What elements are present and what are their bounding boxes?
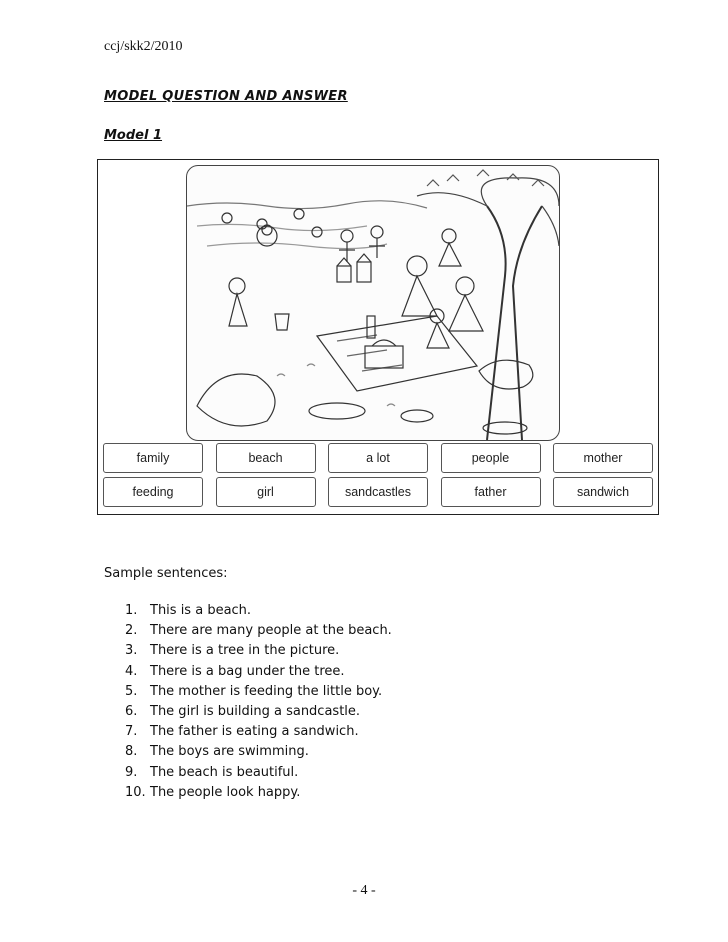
sample-sentence-list xyxy=(125,601,392,803)
sentence-text: There is a tree in the picture. xyxy=(150,643,340,659)
sentence-item xyxy=(125,722,392,742)
picture-figure xyxy=(97,159,659,515)
word-box: father xyxy=(441,477,541,507)
sample-sentences-label: Sample sentences: xyxy=(104,566,228,581)
sentence-number: 2. xyxy=(125,623,138,639)
sentence-item xyxy=(125,641,392,661)
sentence-number: 6. xyxy=(125,703,138,719)
word-box: sandwich xyxy=(553,477,653,507)
word-bank xyxy=(103,443,653,511)
word-box: girl xyxy=(216,477,316,507)
beach-picnic-illustration xyxy=(186,165,560,441)
word-box: people xyxy=(441,443,541,473)
word-box: family xyxy=(103,443,203,473)
sentence-number: 3. xyxy=(125,643,138,659)
sentence-text: There is a bag under the tree. xyxy=(150,663,345,679)
page-title: MODEL QUESTION AND ANSWER xyxy=(104,89,348,104)
document-code: ccj/skk2/2010 xyxy=(104,39,183,54)
sentence-text: The father is eating a sandwich. xyxy=(150,724,359,740)
word-box: mother xyxy=(553,443,653,473)
sentence-item xyxy=(125,601,392,621)
sentence-item xyxy=(125,621,392,641)
sentence-number: 1. xyxy=(125,603,138,618)
sentence-number: 8. xyxy=(125,744,138,760)
sentence-item xyxy=(125,682,392,702)
sentence-number: 7. xyxy=(125,724,138,740)
sentence-text: The beach is beautiful. xyxy=(150,764,299,780)
word-box: a lot xyxy=(328,443,428,473)
page-number: - 4 - xyxy=(352,883,376,898)
sentence-text: There are many people at the beach. xyxy=(150,623,392,639)
sentence-text: The girl is building a sandcastle. xyxy=(150,703,361,719)
word-box: beach xyxy=(216,443,316,473)
sentence-item xyxy=(125,662,392,682)
sentence-text: The mother is feeding the little boy. xyxy=(150,683,383,699)
sentence-number: 4. xyxy=(125,663,138,679)
word-box: feeding xyxy=(103,477,203,507)
sentence-number: 9. xyxy=(125,764,138,780)
sentence-number: 5. xyxy=(125,683,138,699)
sentence-number: 10. xyxy=(125,784,146,800)
model-subtitle: Model 1 xyxy=(104,128,163,143)
word-box: sandcastles xyxy=(328,477,428,507)
sentence-item xyxy=(125,742,392,762)
sentence-text: The boys are swimming. xyxy=(150,744,309,760)
sentence-text: The people look happy. xyxy=(150,784,301,800)
word-row xyxy=(103,443,653,473)
sentence-item xyxy=(125,783,392,803)
sentence-item xyxy=(125,763,392,783)
sentence-item xyxy=(125,702,392,722)
word-row xyxy=(103,477,653,507)
sentence-text: This is a beach. xyxy=(150,603,252,618)
